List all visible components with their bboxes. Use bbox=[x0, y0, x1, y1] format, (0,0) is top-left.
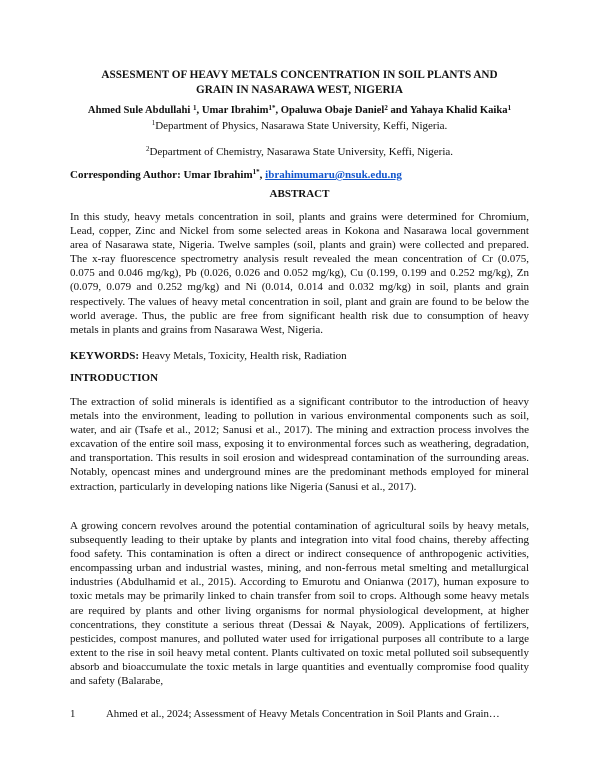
email-link[interactable]: ibrahimumaru@nsuk.edu.ng bbox=[265, 169, 402, 181]
author-list bbox=[62, 104, 537, 118]
author-name: Umar Ibrahim bbox=[201, 105, 269, 116]
corresponding-author bbox=[70, 168, 402, 182]
abstract-text: In this study, heavy metals concentration in soil, plants and grains were determined for Chromium, Lead, copper, Zinc and Nickel from some selected areas in Kokona and Nasarawa local government area of Nasarawa state, Nigeria. Twelve samples (soil, plants and grain) were collected and prepared. The x-ray fluorescence spectrometry analysis result revealed the mean concentration of Cr (0.075, 0.075 and 0.046 mg/kg), Pb (0.026, 0.026 and 0.052 mg/kg), Cu (0.199, 0.199 and 0.252 mg/kg), Zn (0.079, 0.079 and 0.252 mg/kg) and Ni (0.014, 0.014 and 0.032 mg/kg) in soil, plants and grain respectively. The values of heavy metal concentration in soil, plant and grain are found to be below the world average. Thus, the public are free from significant health risk due to consumption of heavy metals in plants and grains from Nasarawa West, Nigeria. bbox=[70, 211, 529, 336]
intro-paragraph-2: A growing concern revolves around the potential contamination of agricultural soils by heavy metals, subsequently leading to their uptake by plants and integration into vital food chains, thereby affecting food safety. This contamination is often a direct or indirect consequence of anthropogenic activities, encompassing urban and industrial wastes, mining, and non-ferrous metal smelting and metallurgical industries (Abdulhamid et al., 2015). According to Emurotu and Onianwa (2017), human exposure to toxic metals may be primarily linked to chain transfer from soil to crops. Although some heavy metals are required by plants and other living organisms for normal physiological development, at higher concentrations, they constitute a serious threat (Dessai & Nayak, 2009). Applications of fertilizers, pesticides, compost manures, and polluted water used for irrigational purposes all contribute to a large extent to the rise in soil heavy metal content. Plants cultivated on toxic metal polluted soil subsequently absorb and bioaccumulate the toxic metals in large quantities and eventually compromise food quality and safety (Balarabe, bbox=[70, 520, 529, 688]
keywords bbox=[70, 349, 347, 363]
corresponding-label: Corresponding Author: Umar Ibrahim bbox=[70, 169, 253, 181]
abstract-heading: ABSTRACT bbox=[269, 188, 330, 200]
intro-paragraph-1: The extraction of solid minerals is identified as a significant contributor to the introduction of heavy metals into the environment, leading to pollution in various environmental components such as soil, water, and air (Tsafe et al., 2012; Sanusi et al., 2017). The mining and extraction process involves the excavation of the entire soil mass, exposing it to environmental forces such as weathering, degradation, and transportation. This results in soil erosion and widespread contamination of the surrounding areas. Notably, opencast mines and underground mines are the predominant methods employed for mineral extraction, particularly in developing nations like Nigeria (Sanusi et al., 2017). bbox=[70, 396, 529, 493]
corresponding-mark: 1* bbox=[252, 168, 260, 176]
author-affiliation-mark: 1* bbox=[268, 104, 276, 112]
author-separator: , bbox=[275, 105, 281, 116]
author-affiliation-mark: 1 bbox=[507, 104, 512, 112]
author-name: Yahaya Khalid Kaika bbox=[409, 105, 508, 116]
author-affiliation-mark: 2 bbox=[384, 104, 388, 112]
paper-title bbox=[70, 68, 529, 98]
title-line-2: GRAIN IN NASARAWA WEST, NIGERIA bbox=[196, 84, 403, 96]
running-title: Ahmed et al., 2024; Assessment of Heavy Metals Concentration in Soil Plants and Grain… bbox=[106, 708, 500, 720]
affiliation-2 bbox=[70, 145, 529, 159]
page-number: 1 bbox=[70, 708, 76, 720]
affiliation-mark: 2 bbox=[145, 145, 150, 153]
author-separator: , bbox=[196, 105, 202, 116]
affiliation-text: Department of Chemistry, Nasarawa State University, Keffi, Nigeria. bbox=[149, 146, 454, 158]
affiliation-1 bbox=[70, 119, 529, 133]
introduction-heading: INTRODUCTION bbox=[70, 372, 159, 384]
corresponding-separator: , bbox=[259, 169, 266, 181]
author-affiliation-mark: 1 bbox=[193, 104, 197, 112]
affiliation-text: Department of Physics, Nasarawa State University, Keffi, Nigeria. bbox=[155, 120, 448, 132]
author-name: Ahmed Sule Abdullahi bbox=[87, 105, 194, 116]
page-footer bbox=[70, 708, 500, 721]
author-separator: and bbox=[387, 105, 410, 116]
title-line-1: ASSESMENT OF HEAVY METALS CONCENTRATION IN SOIL PLANTS AND bbox=[101, 69, 498, 81]
affiliation-mark: 1 bbox=[151, 119, 156, 127]
keywords-label: KEYWORDS: bbox=[70, 350, 140, 362]
author-name: Opaluwa Obaje Daniel bbox=[280, 105, 385, 116]
keywords-text: Heavy Metals, Toxicity, Health risk, Radiation bbox=[139, 350, 347, 362]
